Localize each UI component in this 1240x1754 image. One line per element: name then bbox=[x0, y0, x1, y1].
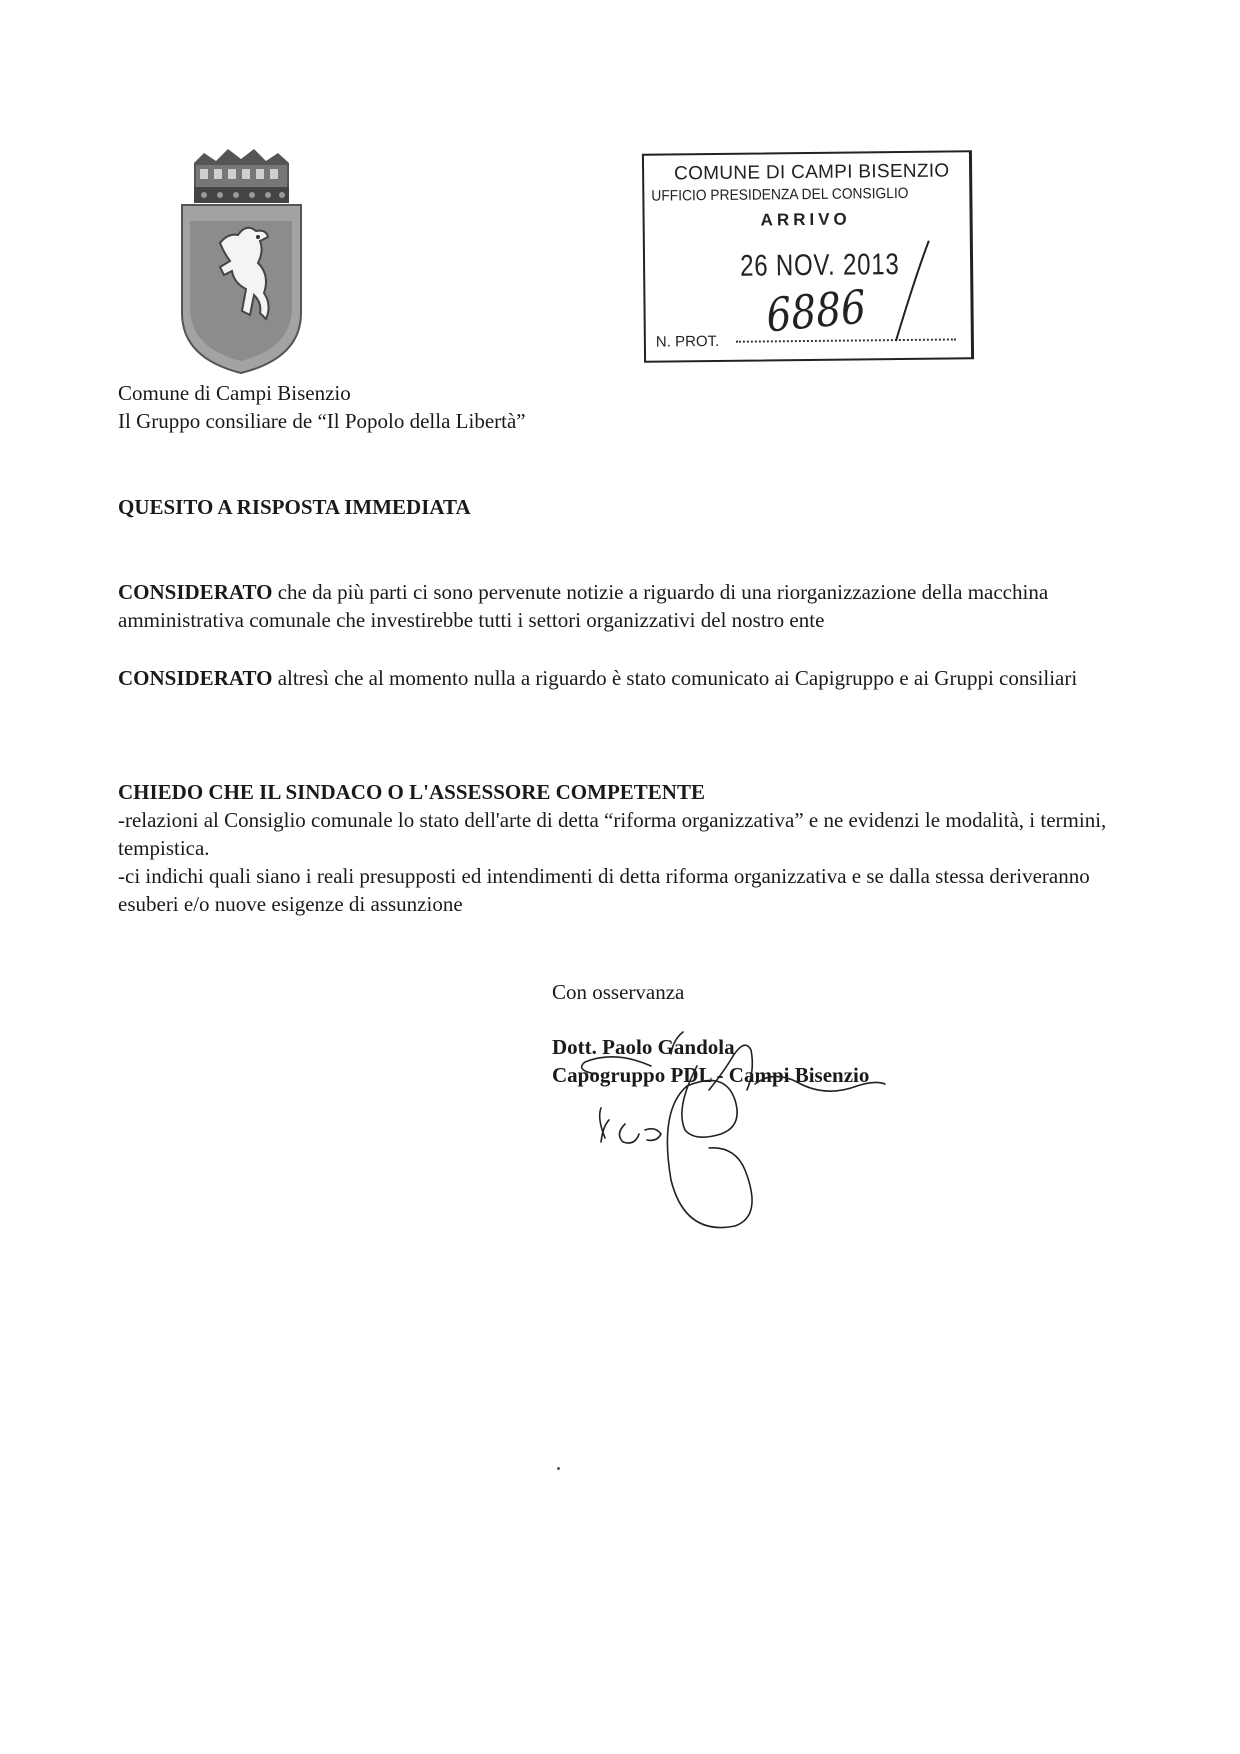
sender-municipality: Comune di Campi Bisenzio bbox=[118, 381, 351, 405]
registration-stamp bbox=[642, 150, 974, 362]
request-heading: CHIEDO CHE IL SINDACO O L'ASSESSORE COMPETENTE bbox=[118, 780, 705, 804]
signatory-name: Dott. Paolo Gandola bbox=[552, 1035, 735, 1059]
closing-salutation: Con osservanza bbox=[552, 980, 685, 1004]
signatory-role: Capogruppo PDL - Campi Bisenzio bbox=[552, 1063, 870, 1087]
paragraph-text: che da più parti ci sono pervenute notizie a riguardo di una riorganizzazione della macchina amministrativa comunale che investirebbe tutti i settori organizzativi del nostro ente bbox=[118, 580, 1049, 632]
coat-of-arms-icon bbox=[180, 143, 303, 375]
request-item: -relazioni al Consiglio comunale lo stato dell'arte di detta “riforma organizzativa” e ne evidenzi le modalità, i termini, tempistica. bbox=[118, 808, 1107, 860]
stamp-office: COMUNE DI CAMPI BISENZIO bbox=[674, 160, 950, 185]
paragraph-considerato-2 bbox=[118, 664, 1128, 692]
sender-group: Il Gruppo consiliare de “Il Popolo della Libertà” bbox=[118, 409, 526, 433]
stamp-protocol-label: N. PROT. bbox=[655, 332, 720, 351]
stray-mark bbox=[557, 1467, 560, 1470]
stamp-pen-mark bbox=[885, 237, 934, 347]
paragraph-lead: CONSIDERATO bbox=[118, 580, 273, 604]
paragraph-considerato-1 bbox=[118, 578, 1128, 634]
request-item: -ci indichi quali siano i reali presupposti ed intendimenti di detta riforma organizzativa e se dalla stessa deriveranno esuberi e/o nuove esigenze di assunzione bbox=[118, 864, 1090, 916]
paragraph-text: altresì che al momento nulla a riguardo è stato comunicato ai Capigruppo e ai Gruppi consiliari bbox=[272, 666, 1078, 690]
paragraph-lead: CONSIDERATO bbox=[118, 666, 273, 690]
handwritten-signature bbox=[575, 1030, 975, 1245]
stamp-arrival: ARRIVO bbox=[760, 209, 851, 230]
document-title: QUESITO A RISPOSTA IMMEDIATA bbox=[118, 495, 471, 519]
stamp-date: 26 NOV. 2013 bbox=[739, 248, 900, 283]
stamp-protocol-number: 6886 bbox=[764, 279, 868, 343]
stamp-department: UFFICIO PRESIDENZA DEL CONSIGLIO bbox=[651, 184, 909, 205]
